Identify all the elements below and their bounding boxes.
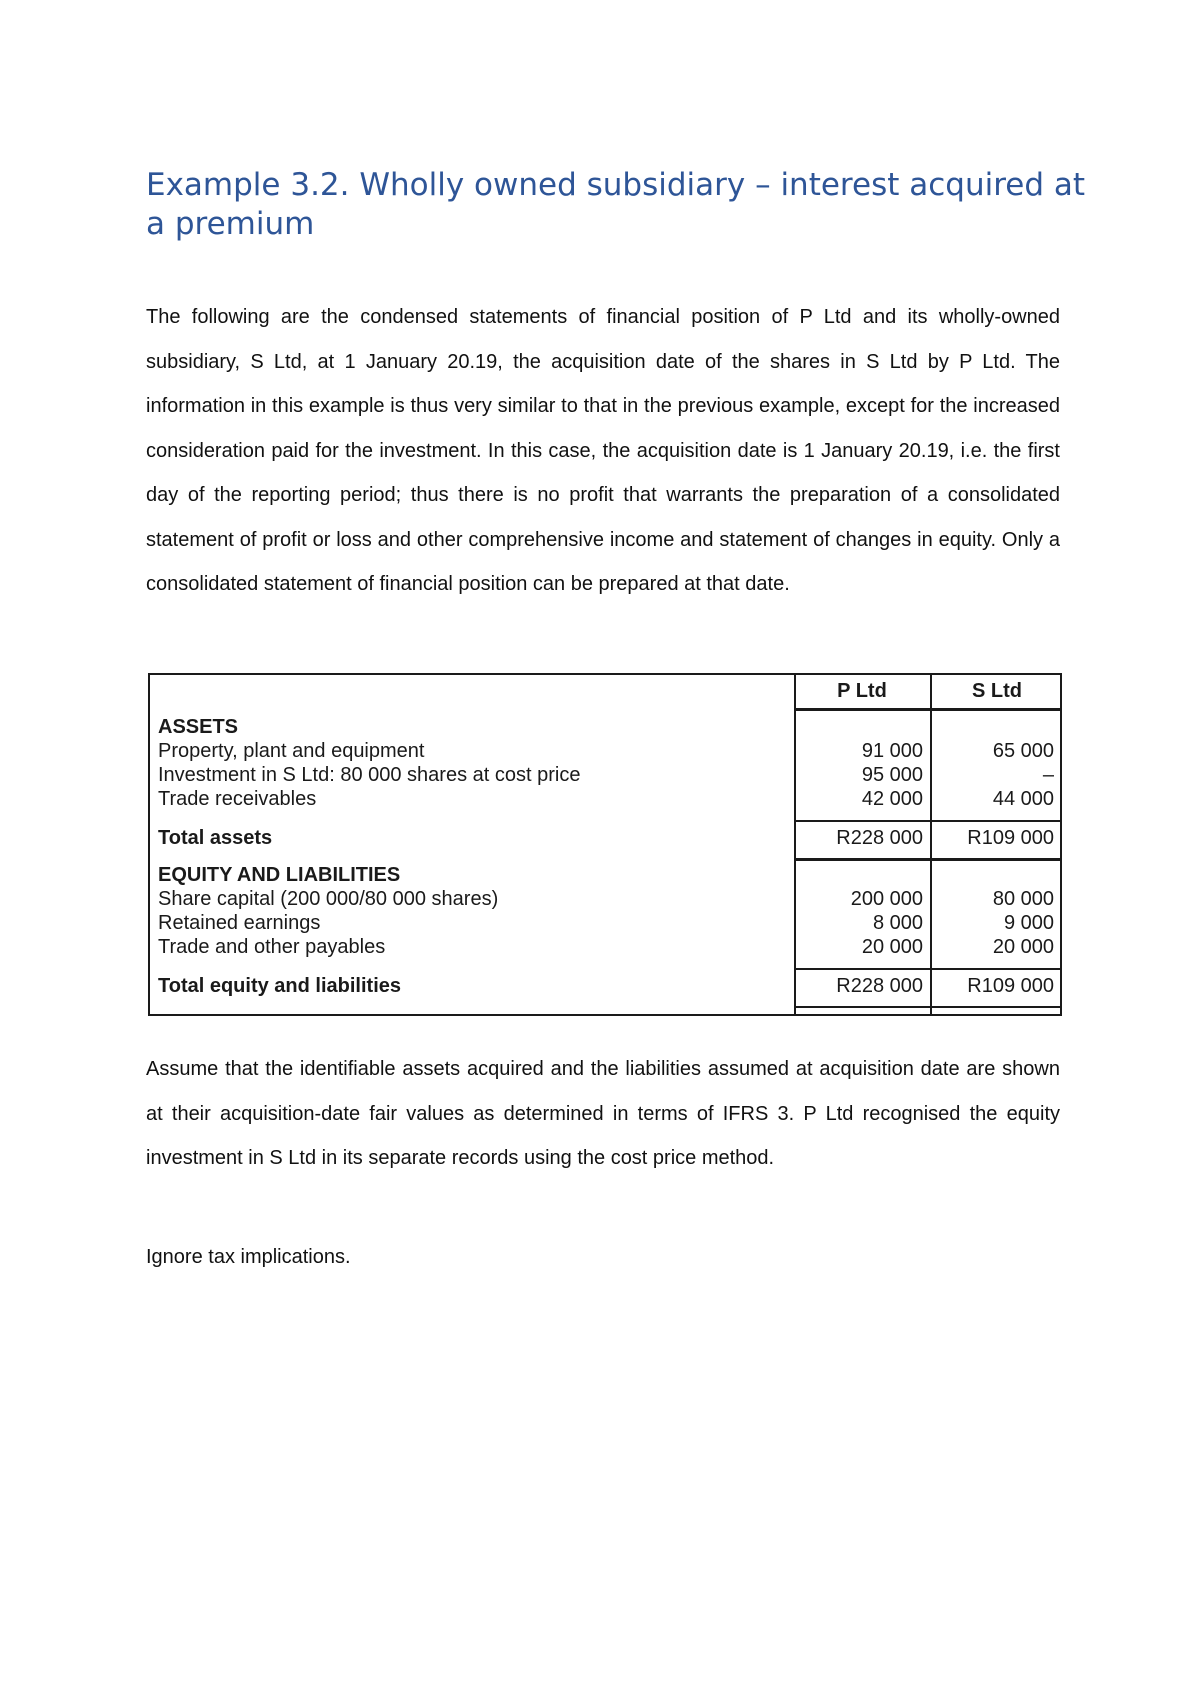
row-label: Trade and other payables [158, 936, 386, 958]
row-label: Retained earnings [158, 912, 321, 934]
row-value-p: 20 000 [861, 936, 923, 958]
example-heading: Example 3.2. Wholly owned subsidiary – interest acquired at a premium [146, 167, 1086, 242]
column-header-s-ltd: S Ltd [972, 680, 1022, 702]
total-assets-s: R109 000 [967, 827, 1054, 849]
row-value-s: 80 000 [992, 888, 1054, 910]
intro-paragraph: The following are the condensed statements of financial position of P Ltd and its wholly-owned subsidiary, S Ltd, at 1 January 20.19, the acquisition date of the shares in S Ltd by P Ltd. The information in this example is thus very similar to that in the previous example, except for the increased consideration paid for the investment. In this case, the acquisition date is 1 January 20.19, i.e. the first day of the reporting period; thus there is no profit that warrants the preparation of a consolidated statement of profit or loss and other comprehensive income and statement of changes in equity. Only a consolidated statement of financial position can be prepared at that date. [146, 306, 1060, 595]
total-equity-label: Total equity and liabilities [158, 975, 401, 997]
column-divider-p [794, 675, 796, 1014]
row-label: Trade receivables [158, 788, 317, 810]
column-header-p-ltd: P Ltd [837, 680, 887, 702]
row-label: Share capital (200 000/80 000 shares) [158, 888, 499, 910]
equity-total-rule [794, 1006, 1060, 1008]
total-assets-p: R228 000 [836, 827, 923, 849]
row-value-p: 95 000 [861, 764, 923, 786]
row-value-s: 20 000 [992, 936, 1054, 958]
row-value-p: 8 000 [872, 912, 923, 934]
total-equity-p: R228 000 [836, 975, 923, 997]
assets-heading: ASSETS [158, 716, 239, 738]
row-value-s: 65 000 [992, 740, 1054, 762]
column-divider-s [930, 675, 932, 1014]
row-value-p: 42 000 [861, 788, 923, 810]
assets-subtotal-rule [794, 820, 1060, 822]
equity-liabilities-heading: EQUITY AND LIABILITIES [158, 864, 401, 886]
assumption-paragraph: Assume that the identifiable assets acquired and the liabilities assumed at acquisition date are shown at their acquisition-date fair values as determined in terms of IFRS 3. P Ltd recognised the equity investment in S Ltd in its separate records using the cost price method. [146, 1058, 1060, 1169]
row-value-s: 44 000 [992, 788, 1054, 810]
equity-subtotal-rule [794, 968, 1060, 970]
financial-position-table [148, 673, 1062, 1016]
row-label: Investment in S Ltd: 80 000 shares at cost price [158, 764, 581, 786]
header-rule [794, 708, 1060, 711]
row-value-s: – [1042, 764, 1054, 786]
tax-note: Ignore tax implications. [146, 1246, 351, 1268]
row-label: Property, plant and equipment [158, 740, 425, 762]
total-equity-s: R109 000 [967, 975, 1054, 997]
row-value-s: 9 000 [1003, 912, 1054, 934]
assets-total-rule [794, 858, 1060, 861]
total-assets-label: Total assets [158, 827, 273, 849]
row-value-p: 200 000 [850, 888, 923, 910]
row-value-p: 91 000 [861, 740, 923, 762]
